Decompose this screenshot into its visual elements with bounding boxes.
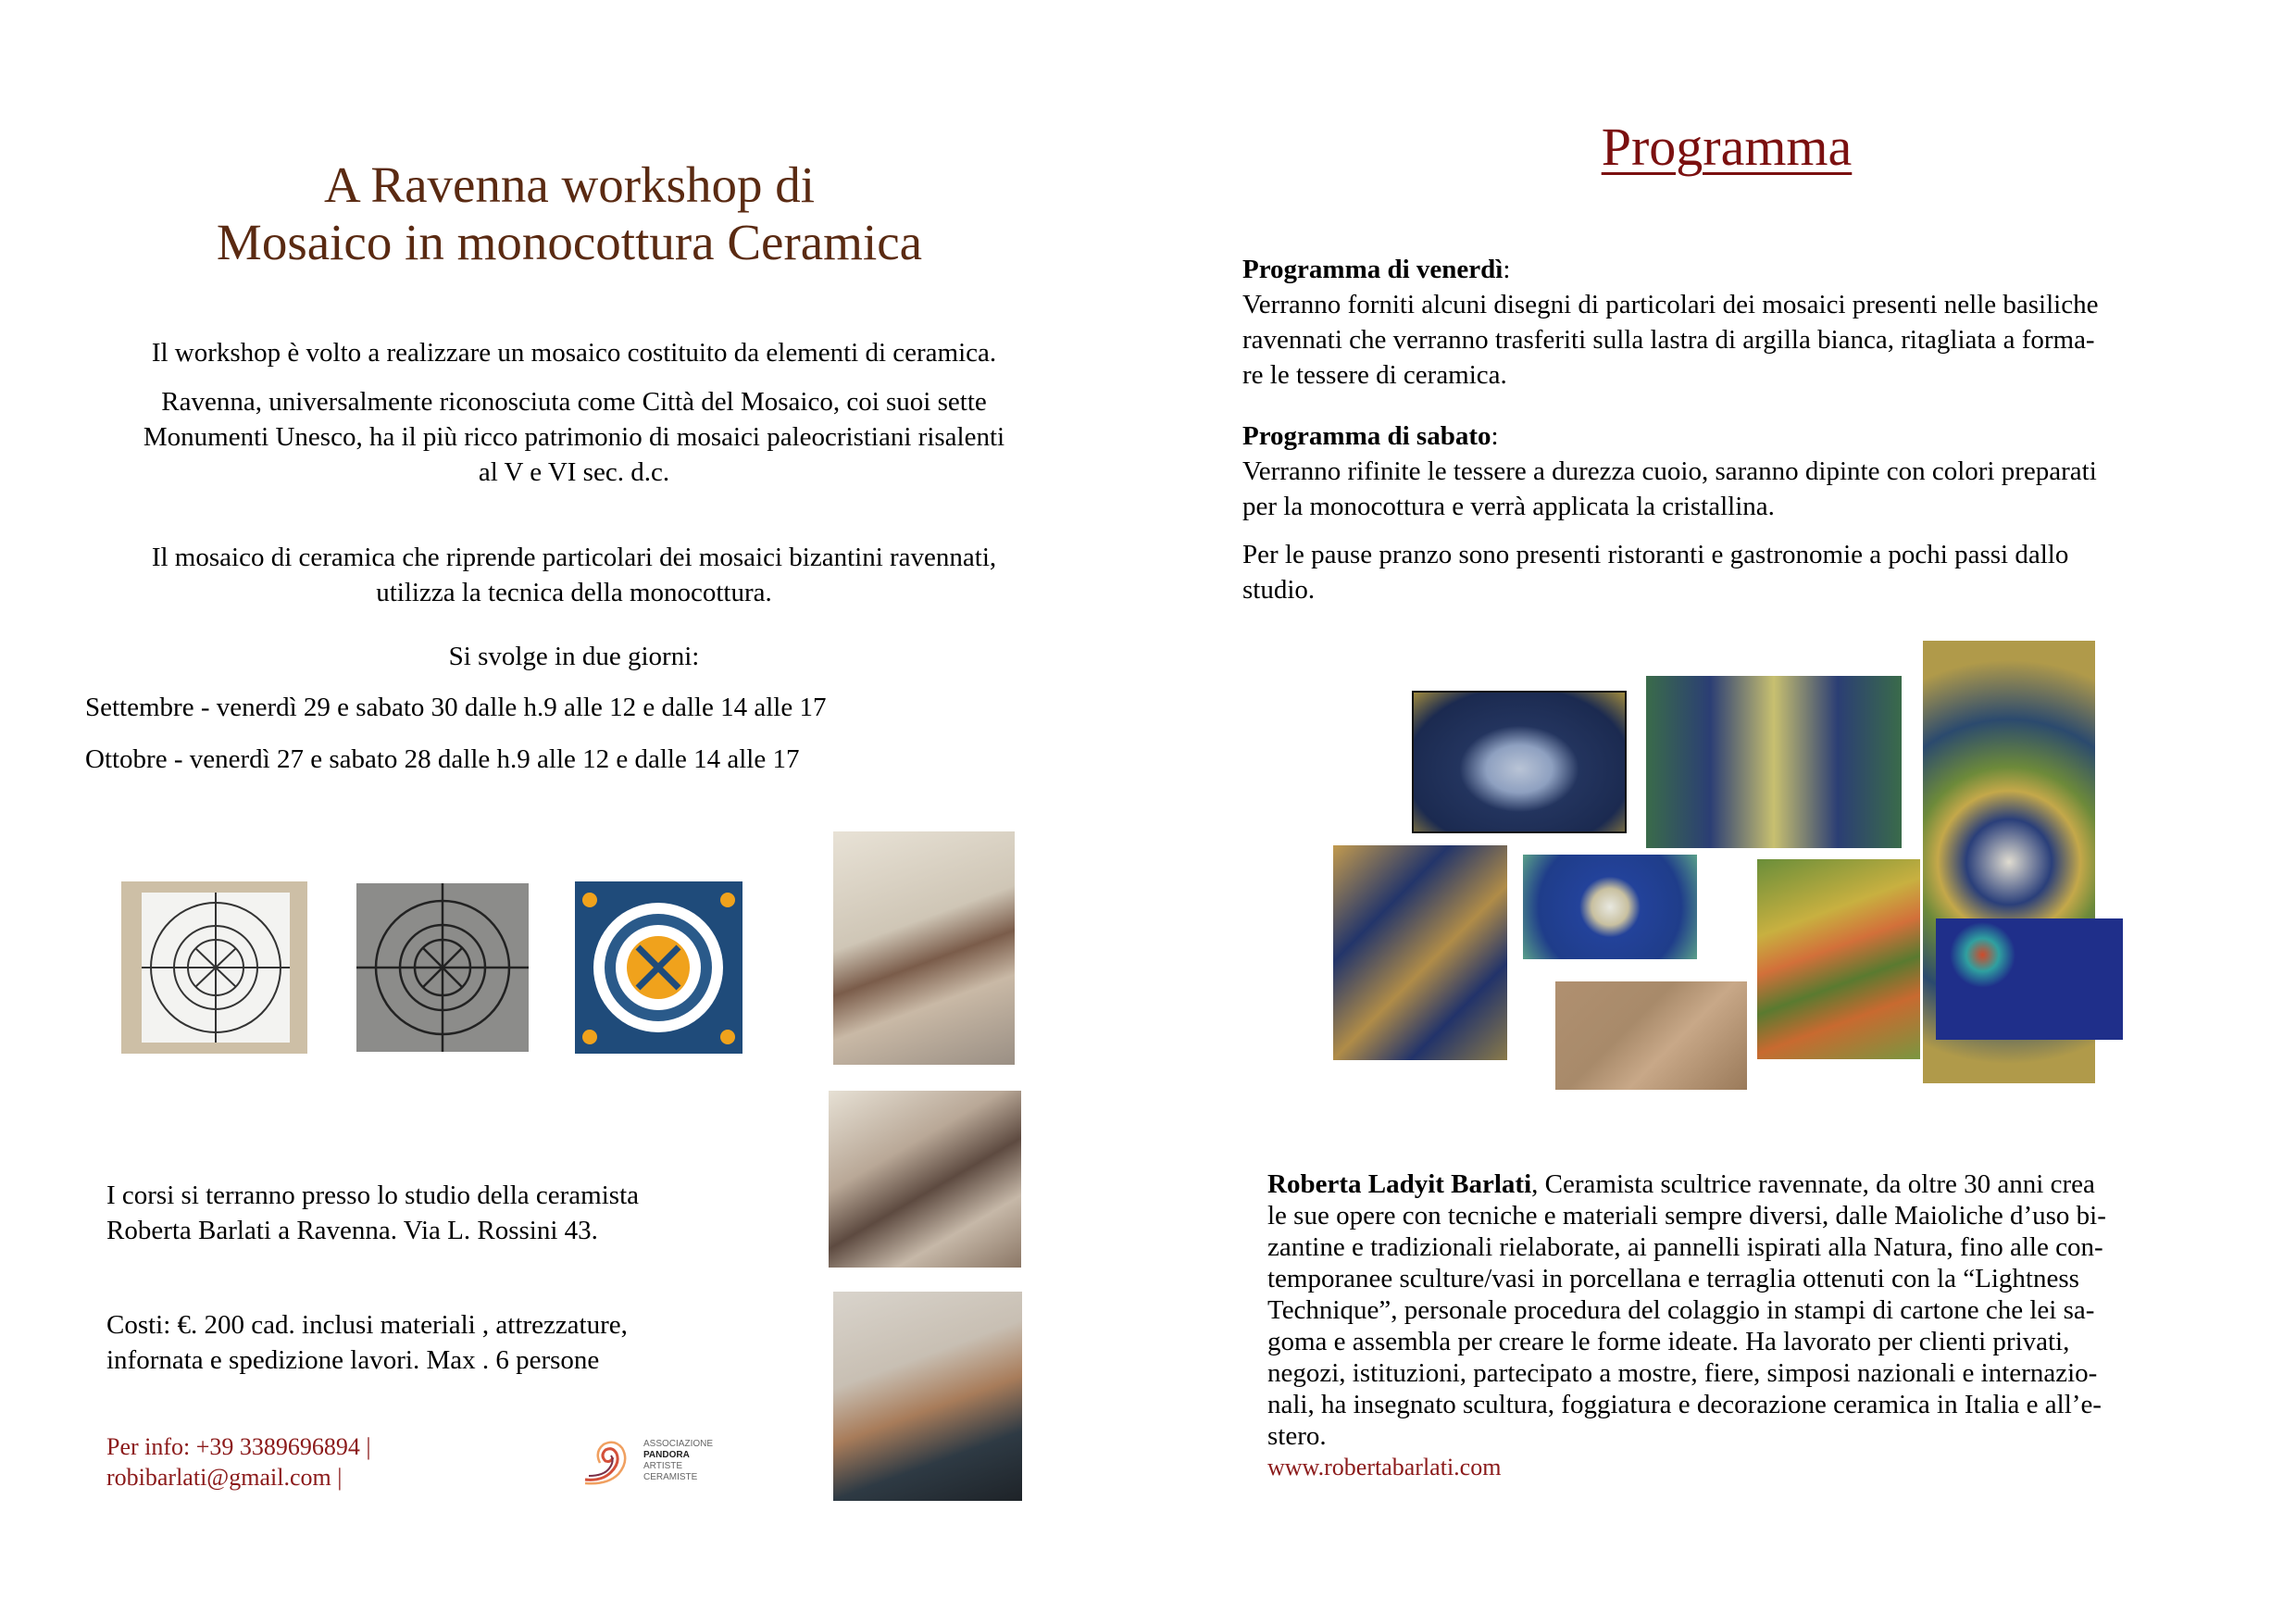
bio-paragraph [1267,1168,2277,1483]
friday-line: re le tessere di ceramica. [1242,360,1507,390]
title-line-1: A Ravenna workshop di [323,156,816,213]
days-heading: Si svolge in due giorni: [448,642,700,671]
workshop-photo-2 [829,1091,1021,1268]
technique-line: Il mosaico di ceramica che riprende particolari dei mosaici bizantini ravennati, [151,543,997,572]
saturday-section [1242,418,2261,524]
bio-line: goma e assembla per creare le forme ideate. Ha lavorato per clienti privati, [1267,1327,2070,1356]
bio-name: Roberta Ladyit Barlati [1267,1169,1532,1199]
date-october: Ottobre - venerdì 27 e sabato 28 dalle h.9 alle 12 e dalle 14 alle 17 [85,744,800,774]
mosaic-birds-image [1555,981,1747,1090]
title-line-2: Mosaico in monocottura Ceramica [216,214,923,270]
website-link[interactable]: www.robertabarlati.com [1267,1454,1502,1480]
pandora-logo [583,1433,722,1491]
friday-line: Verranno forniti alcuni disegni di particolari dei mosaici presenti nelle basiliche [1242,290,2099,319]
logo-line: PANDORA [643,1450,690,1460]
intro-text: Il workshop è volto a realizzare un mosaico costituito da elementi di ceramica. [151,338,997,368]
phone-text[interactable]: Per info: +39 3389696894 | [106,1433,371,1460]
lunch-line: Per le pause pranzo sono presenti ristoranti e gastronomie a pochi passi dallo [1242,540,2069,569]
bio-line: Technique”, personale procedura del colaggio in stampi di cartone che lei sa- [1267,1295,2095,1325]
logo-line: ARTISTE [643,1461,683,1471]
bio-line: stero. [1267,1421,1327,1451]
ravenna-line: Ravenna, universalmente riconosciuta come Città del Mosaico, coi suoi sette [161,387,987,417]
saturday-line: per la monocottura e verrà applicata la cristallina. [1242,492,1775,521]
spiral-logo-icon [583,1435,641,1487]
lunch-paragraph [1242,537,2261,607]
clay-step-image [356,883,529,1052]
date-september: Settembre - venerdì 29 e sabato 30 dalle h.9 alle 12 e dalle 14 alle 17 [85,693,827,722]
friday-section [1242,252,2261,393]
costs-paragraph [106,1307,628,1378]
friday-heading: Programma di venerdì: [1242,255,1511,284]
bio-line: zantine e tradizionali rielaborate, ai pannelli ispirati alla Natura, fino alle con- [1267,1232,2103,1262]
friday-line: ravennati che verranno trasferiti sulla lastra di argilla bianca, ritagliata a forma- [1242,325,2095,355]
location-line: I corsi si terranno presso lo studio della ceramista [106,1181,640,1210]
ravenna-paragraph [56,384,1092,490]
ravenna-line: Monumenti Unesco, ha il più ricco patrimonio di mosaici paleocristiani risalenti [143,422,1005,452]
mosaic-flower-image [1523,855,1697,959]
bio-line: negozi, istituzioni, partecipato a mostre, fiere, simposi nazionali e internazio- [1267,1358,2098,1388]
saturday-heading: Programma di sabato: [1242,421,1499,451]
saturday-line: Verranno rifinite le tessere a durezza cuoio, saranno dipinte con colori preparati [1242,456,2097,486]
email-link[interactable]: robibarlati@gmail.com | [106,1464,343,1491]
drawing-step-image [121,881,307,1054]
friday-heading-text: Programma di venerdì [1242,255,1504,284]
bio-line: temporanee sculture/vasi in porcellana e terraglia ottenuti con la “Lightness [1267,1264,2079,1293]
bio-line [1267,1168,2277,1200]
bio-line-text: , Ceramista scultrice ravennate, da oltre 30 anni crea [1531,1169,2095,1199]
location-paragraph [106,1178,639,1248]
workshop-photo-3 [833,1292,1022,1501]
costs-line: Costi: €. 200 cad. inclusi materiali , attrezzature, [106,1310,628,1340]
ravenna-line: al V e VI sec. d.c. [478,457,670,487]
logo-line: CERAMISTE [643,1472,698,1482]
technique-line: utilizza la tecnica della monocottura. [376,578,772,607]
contact-info [106,1431,371,1493]
programma-title-text: Programma [1601,117,1853,177]
lunch-line: studio. [1242,575,1316,605]
technique-paragraph [56,540,1092,610]
mosaic-vault-image [1646,676,1902,848]
workshop-photo-1 [833,831,1015,1065]
glazed-mosaic-image [575,881,742,1054]
bio-line: nali, ha insegnato scultura, foggiatura e decorazione ceramica in Italia e all’e- [1267,1390,2102,1419]
saturday-heading-text: Programma di sabato [1242,421,1491,451]
programma-title [1389,116,2065,178]
bio-line: le sue opere con tecniche e materiali sempre diversi, dalle Maioliche d’uso bi- [1267,1201,2106,1230]
mosaic-deer-image [1333,845,1507,1060]
mosaic-stars-image [1936,918,2123,1040]
location-line: Roberta Barlati a Ravenna. Via L. Rossini 43. [106,1216,598,1245]
mosaic-pomegranate-image [1757,859,1920,1059]
mosaic-doves-image [1412,691,1627,833]
costs-line: infornata e spedizione lavori. Max . 6 persone [106,1345,600,1375]
logo-line: ASSOCIAZIONE [643,1439,714,1449]
